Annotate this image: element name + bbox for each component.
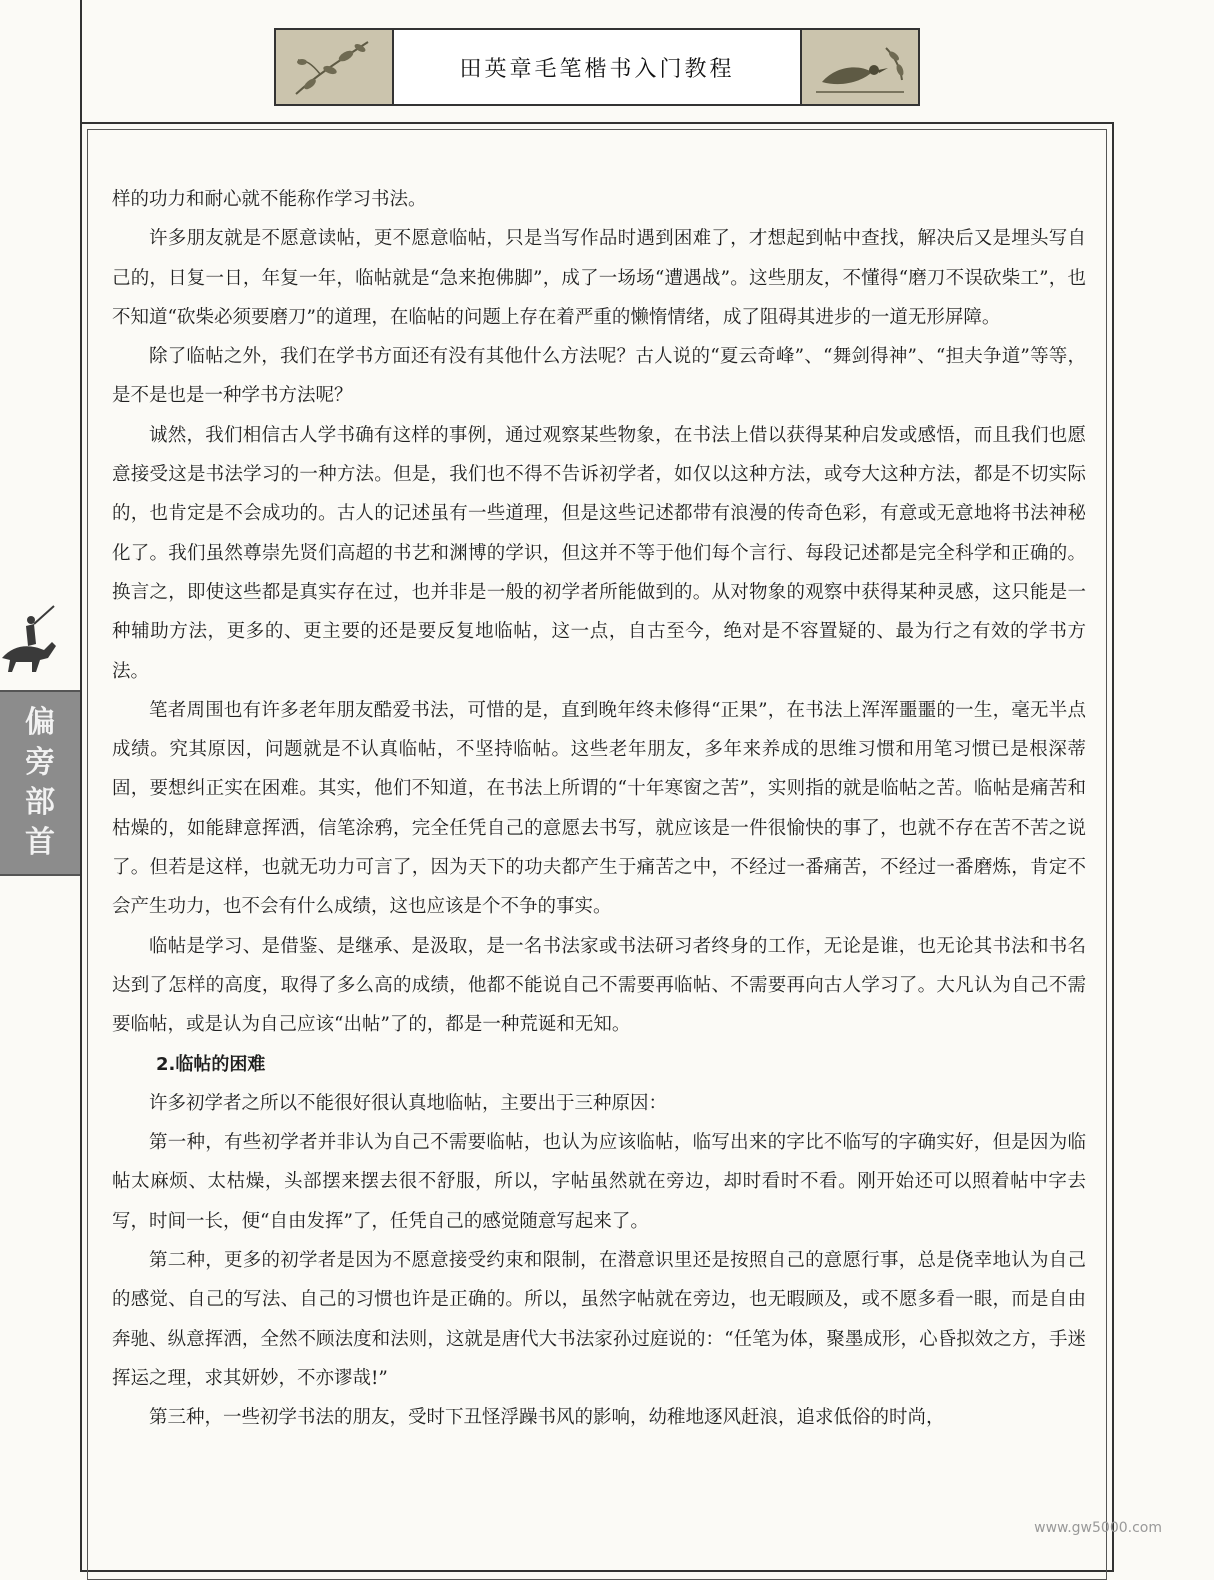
side-rider-ornament bbox=[0, 600, 60, 675]
header-right-ornament bbox=[800, 30, 918, 104]
section-heading: 2.临帖的困难 bbox=[156, 1053, 266, 1075]
header-title: 田英章毛笔楷书入门教程 bbox=[459, 56, 735, 82]
body-text bbox=[112, 180, 1086, 1438]
paragraph: 许多初学者之所以不能很好很认真地临帖，主要出于三种原因： bbox=[149, 1092, 668, 1114]
side-tab-char: 首 bbox=[25, 825, 55, 860]
side-tab-char: 偏 bbox=[25, 705, 55, 740]
paragraph: 第一种，有些初学者并非认为自己不需要临帖，也认为应该临帖，临写出来的字比不临写的字确实好，但是因为临帖太麻烦、太枯燥，头部摆来摆去很不舒服，所以，字帖虽然就在旁边，却时看时不看。刚开始还可以照着帖中字去写，时间一长，便“自由发挥”了，任凭自己的感觉随意写起来了。 bbox=[112, 1132, 1086, 1232]
left-margin-rule bbox=[80, 0, 82, 125]
header-left-ornament bbox=[276, 30, 394, 104]
paragraph: 样的功力和耐心就不能称作学习书法。 bbox=[112, 189, 427, 210]
paragraph: 许多朋友就是不愿意读帖，更不愿意临帖，只是当写作品时遇到困难了，才想起到帖中查找，解决后又是埋头写自己的，日复一日，年复一年，临帖就是“急来抱佛脚”，成了一场场“遭遇战”。这些朋友，不懂得“磨刀不误砍柴工”，也不知道“砍柴必须要磨刀”的道理，在临帖的问题上存在着严重的懒惰情绪，成了阻碍其进步的一道无形屏障。 bbox=[112, 228, 1086, 328]
bird-ornament-icon bbox=[802, 30, 918, 104]
paragraph: 临帖是学习、是借鉴、是继承、是汲取，是一名书法家或书法研习者终身的工作，无论是谁，也无论其书法和书名达到了怎样的高度，取得了多么高的成绩，他都不能说自己不需要再临帖、不需要再向古人学习了。大凡认为自己不需要临帖，或是认为自己应该“出帖”了的，都是一种荒诞和无知。 bbox=[112, 935, 1086, 1036]
watermark: www.gw5000.com bbox=[1034, 1520, 1162, 1536]
side-tab-char: 部 bbox=[25, 785, 55, 820]
paragraph: 笔者周围也有许多老年朋友酷爱书法，可惜的是，直到晚年终未修得“正果”，在书法上浑浑噩噩的一生，毫无半点成绩。究其原因，问题就是不认真临帖，不坚持临帖。这些老年朋友，多年来养成的思维习惯和用笔习惯已是根深蒂固，要想纠正实在困难。其实，他们不知道，在书法上所谓的“十年寒窗之苦”，实则指的就是临帖之苦。临帖是痛苦和枯燥的，如能肆意挥洒，信笔涂鸦，完全任凭自己的意愿去书写，就应该是一件很愉快的事了，也就不存在苦不苦之说了。但若是这样，也就无功力可言了，因为天下的功夫都产生于痛苦之中，不经过一番痛苦，不经过一番磨炼，肯定不会产生功力，也不会有什么成绩，这也应该是个不争的事实。 bbox=[112, 699, 1086, 918]
paragraph: 除了临帖之外，我们在学书方面还有没有其他什么方法呢？古人说的“夏云奇峰”、“舞剑得神”、“担夫争道”等等，是不是也是一种学书方法呢？ bbox=[112, 346, 1086, 407]
paragraph: 诚然，我们相信古人学书确有这样的事例，通过观察某些物象，在书法上借以获得某种启发或感悟，而且我们也愿意接受这是书法学习的一种方法。但是，我们也不得不告诉初学者，如仅以这种方法，或夸大这种方法，都是不切实际的，也肯定是不会成功的。古人的记述虽有一些道理，但是这些记述都带有浪漫的传奇色彩，有意或无意地将书法神秘化了。我们虽然尊崇先贤们高超的书艺和渊博的学识，但这并不等于他们每个言行、每段记述都是完全科学和正确的。换言之，即使这些都是真实存在过，也并非是一般的初学者所能做到的。从对物象的观察中获得某种灵感，这只能是一种辅助方法，更多的、更主要的还是要反复地临帖，这一点，自古至今，绝对是不容置疑的、最为行之有效的学书方法。 bbox=[112, 424, 1086, 682]
paragraph: 第二种，更多的初学者是因为不愿意接受约束和限制，在潜意识里还是按照自己的意愿行事，总是侥幸地认为自己的感觉、自己的写法、自己的习惯也许是正确的。所以，虽然字帖就在旁边，也无暇顾及，或不愿多看一眼，而是自由奔驰、纵意挥洒，全然不顾法度和法则，这就是唐代大书法家孙过庭说的：“任笔为体，聚墨成形，心昏拟效之方，手迷挥运之理，求其妍妙，不亦谬哉!” bbox=[112, 1250, 1086, 1389]
page-header bbox=[274, 28, 920, 106]
horse-rider-icon bbox=[0, 600, 60, 675]
side-tab-char: 旁 bbox=[25, 745, 55, 780]
section-side-tab bbox=[0, 690, 80, 876]
paragraph: 第三种，一些初学书法的朋友，受时下丑怪浮躁书风的影响，幼稚地逐风赶浪，追求低俗的时尚， bbox=[149, 1407, 945, 1429]
plant-ornament-icon bbox=[276, 30, 392, 104]
